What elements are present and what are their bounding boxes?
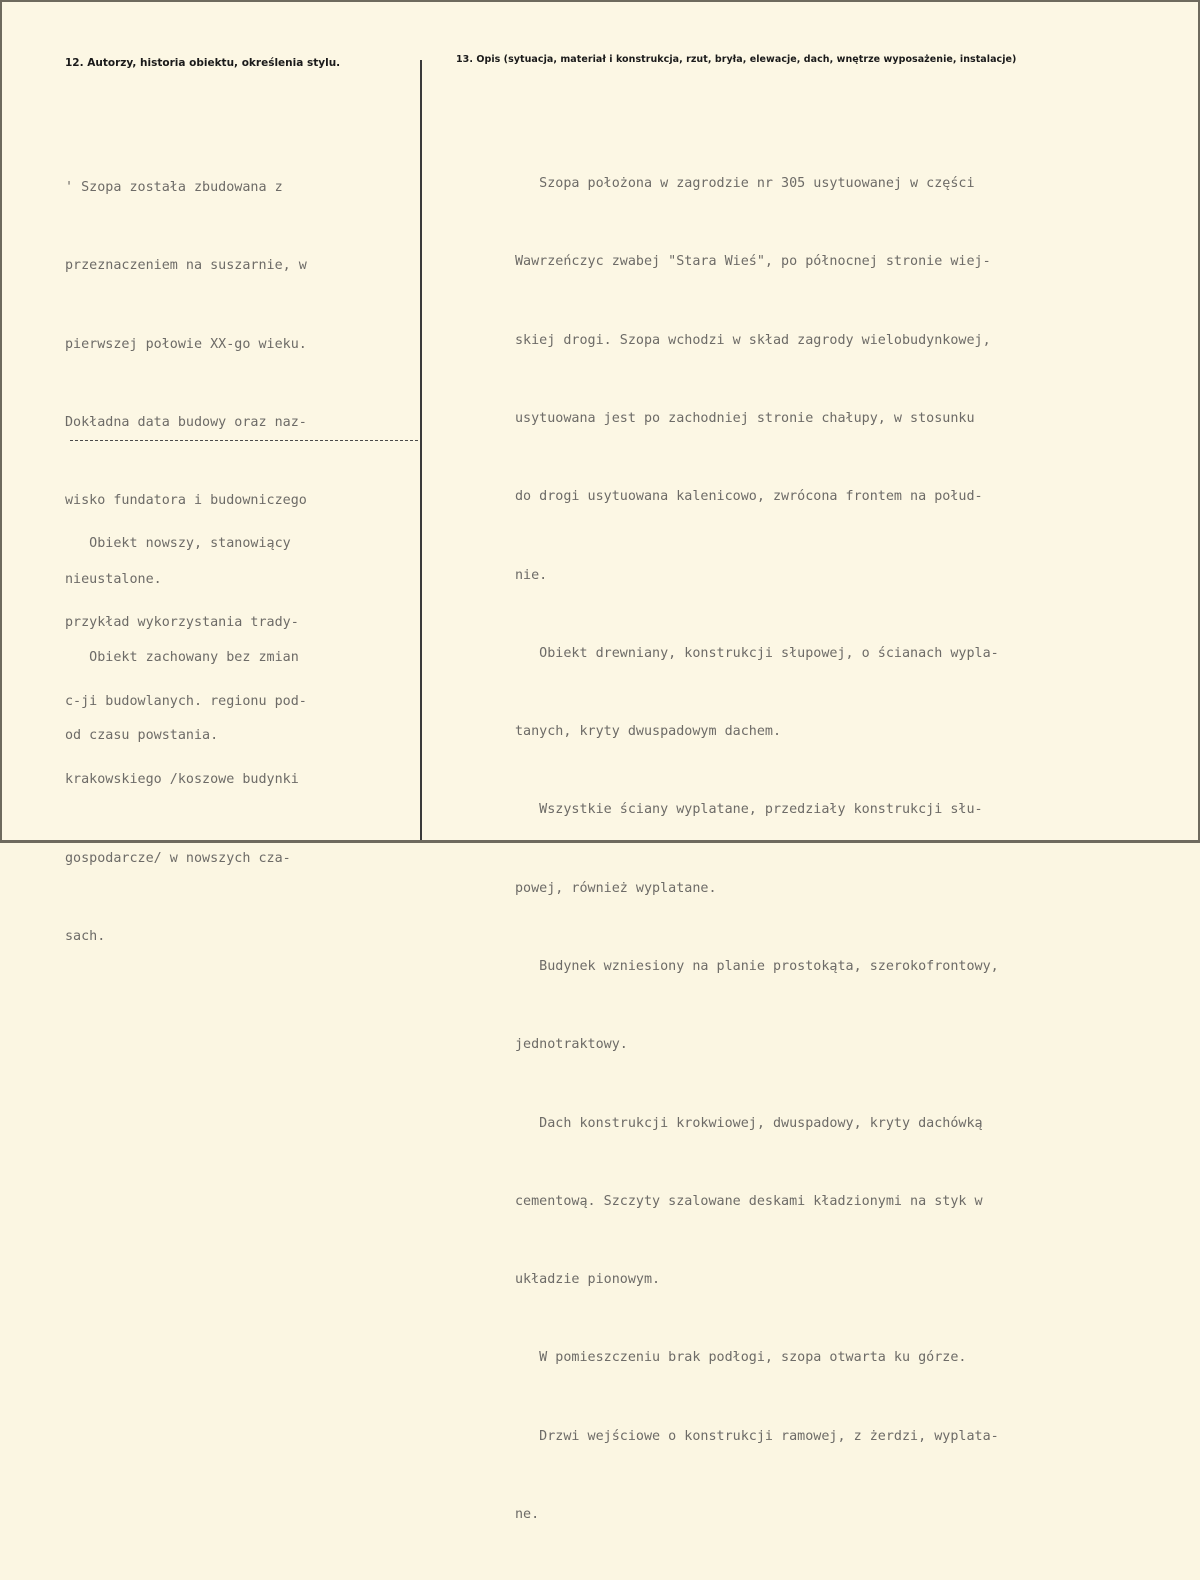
text-line: Obiekt nowszy, stanowiący [65,536,291,552]
text-line: przykład wykorzystania trady- [65,615,299,631]
text-line: Dach konstrukcji krokwiowej, dwuspadowy, kryty dachówką [515,1115,983,1131]
text-line: nie. [515,567,548,583]
section-13-label: 13. Opis (sytuacja, materiał i konstrukcja, rzut, bryła, elewacje, dach, wnętrze wyposażenie, instalacje) [456,54,1017,65]
text-line: jednotraktowy. [515,1037,628,1053]
text-line: ne. [515,1506,540,1522]
text-line: skiej drogi. Szopa wchodzi w skład zagrody wielobudynkowej, [515,332,991,348]
section-12-lower-text [65,479,307,1003]
text-line: W pomieszczeniu brak podłogi, szopa otwarta ku górze. [515,1350,967,1366]
text-line: powej, również wyplatane. [515,880,717,896]
text-line: usytuowana jest po zachodniej stronie chałupy, w stosunku [515,411,975,427]
text-line: pierwszej połowie XX-go wieku. [65,336,307,352]
text-line: nieustalone. [65,571,162,587]
text-line: układzie pionowym. [515,1272,661,1288]
text-line: wisko fundatora i budowniczego [65,493,307,509]
section-12-label: 12. Autorzy, historia obiektu, określenia stylu. [65,57,341,69]
section-13-text [515,119,999,1580]
text-line: od czasu powstania. [65,728,219,744]
text-line: c-ji budowlanych. regionu pod- [65,693,307,709]
text-line: ' Szopa została zbudowana z [65,180,283,196]
text-line: Wszystkie ściany wyplatane, przedziały konstrukcji słu- [515,802,983,818]
text-line: tanych, kryty dwuspadowym dachem. [515,724,782,740]
text-line: Szopa położona w zagrodzie nr 305 usytuowanej w części [515,176,975,192]
text-line: przeznaczeniem na suszarnie, w [65,258,307,274]
text-line: sach. [65,929,106,945]
text-line: krakowskiego /koszowe budynki [65,772,299,788]
text-line: Obiekt drewniany, konstrukcji słupowej, o ścianach wypla- [515,645,999,661]
text-line: gospodarcze/ w nowszych cza- [65,850,291,866]
text-line: Dokładna data budowy oraz naz- [65,415,307,431]
text-line: Obiekt zachowany bez zmian [65,649,299,665]
text-line: Drzwi wejściowe o konstrukcji ramowej, z żerdzi, wyplata- [515,1428,999,1444]
text-line: cementową. Szczyty szalowane deskami kładzionymi na styk w [515,1193,983,1209]
text-line: Wawrzeńczyc zwabej "Stara Wieś", po północnej stronie wiej- [515,254,991,270]
column-divider [420,60,422,840]
text-line: Budynek wzniesiony na planie prostokąta, szerokofrontowy, [515,959,999,974]
text-line: do drogi usytuowana kalenicowo, zwrócona frontem na połud- [515,489,983,505]
